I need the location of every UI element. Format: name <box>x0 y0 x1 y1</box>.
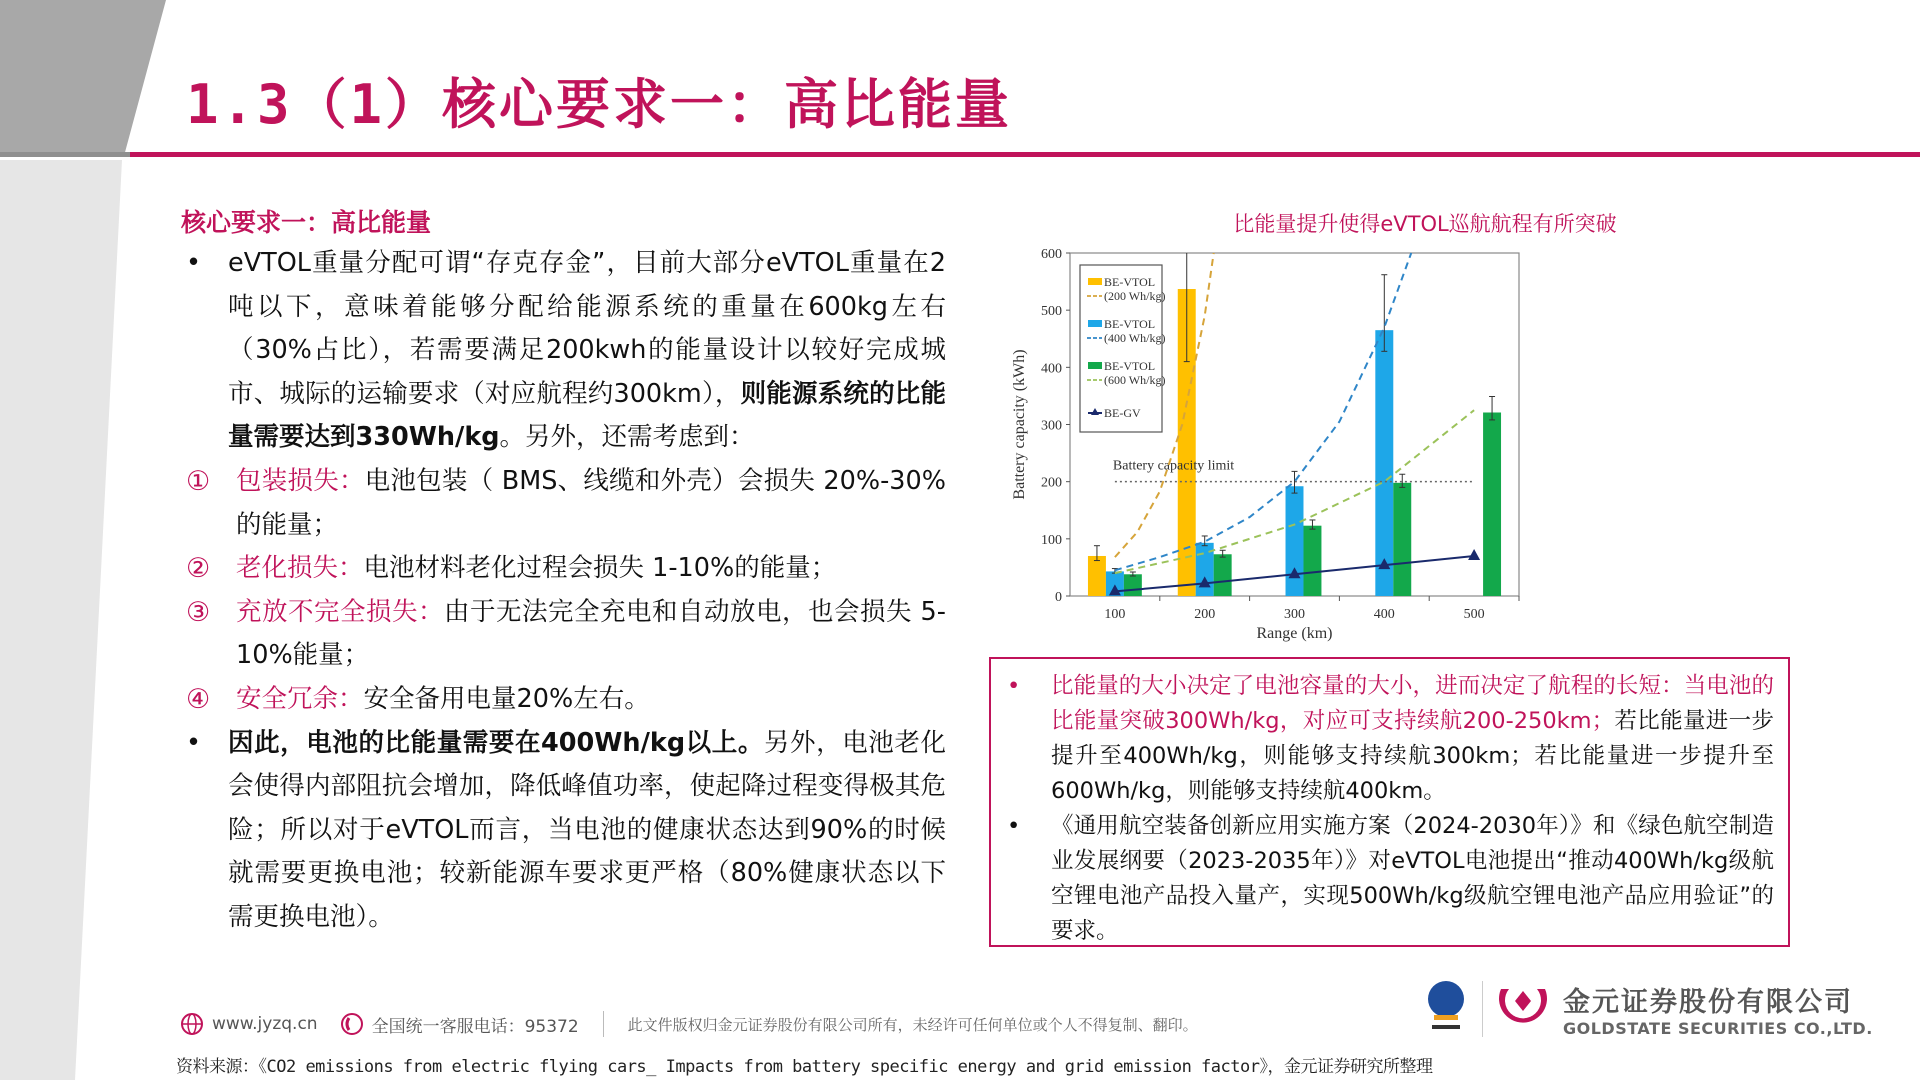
legend-swatch <box>1088 320 1102 327</box>
legend-swatch <box>1088 278 1102 285</box>
bar-blue <box>1286 486 1304 596</box>
header-rule-gray <box>0 152 130 157</box>
legend-label: BE-VTOL <box>1104 275 1156 289</box>
conclusion-box <box>989 657 1790 947</box>
y-axis-label: Battery capacity (kWh) <box>1011 349 1028 500</box>
text: 。另外，还需考虑到： <box>499 422 755 453</box>
bold-text: 则能源系统的比能量需要达到330Wh/kg <box>228 378 946 453</box>
copyright-notice: 此文件版权归金元证券股份有限公司所有，未经许可任何单位或个人不得复制、翻印。 <box>627 1015 1198 1034</box>
box-bullet <box>1007 809 1774 949</box>
y-tick-label: 500 <box>1041 304 1062 320</box>
capital-airports-logo-icon <box>1420 979 1472 1039</box>
text: 《通用航空装备创新应用实施方案（2024-2030年）》和《绿色航空制造业发展纲要（2023-2035年）》对eVTOL电池提出“推动400Wh/kg级航空锂电池产品投入量产，实现500Wh/kg级航空锂电池产品应用验证”的要求。 <box>1051 813 1774 944</box>
legend-swatch <box>1088 362 1102 369</box>
x-tick-label: 400 <box>1373 607 1395 622</box>
legend-label: BE-GV <box>1104 406 1141 420</box>
goldstate-logo-icon <box>1493 979 1553 1039</box>
divider <box>603 1011 604 1037</box>
website-link[interactable]: www.jyzq.cn <box>212 1014 318 1034</box>
item-number: ② <box>186 553 211 585</box>
text: 另外，电池老化会使得内部阻抗会增加，降低峰值功率，使起降过程变得极其危险；所以对于eVTOL而言，当电池的健康状态达到90%的时候就需要更换电池；较新能源车要求更严格（80%健康状态以下需更换电池）。 <box>228 727 946 932</box>
divider <box>1482 981 1483 1037</box>
bullet-mark: • <box>186 248 202 278</box>
bar-green <box>1393 483 1411 596</box>
header-rule <box>130 152 1920 157</box>
x-axis-label: Range (km) <box>1256 625 1333 642</box>
bullet-mark: • <box>1007 673 1021 699</box>
item-text: 由于无法完全充电和自动放电，也会损失 5-10%能量； <box>236 596 946 671</box>
text: eVTOL重量分配可谓“存克存金”，目前大部分eVTOL重量在2吨以下，意味着能够分配给能源系统的重量在600kg左右（30%占比），若需要满足200kwh的能量设计以较好完成城市、城际的运输要求（对应航程约300km）， <box>228 248 946 409</box>
y-tick-label: 400 <box>1041 361 1062 377</box>
bar-green <box>1124 574 1142 596</box>
page-title: 1.3（1）核心要求一：高比能量 <box>186 73 1013 136</box>
y-tick-label: 600 <box>1041 247 1062 262</box>
phone-icon <box>340 1012 364 1036</box>
company-logos <box>1420 978 1873 1040</box>
bar-green <box>1214 554 1232 596</box>
header-corner <box>0 0 170 156</box>
y-tick-label: 300 <box>1041 418 1062 434</box>
bold-text: 因此，电池的比能量需要在400Wh/kg以上。 <box>228 727 764 758</box>
item-label: 充放不完全损失： <box>236 596 444 627</box>
item-number: ④ <box>186 683 211 715</box>
source-note: 资料来源：《CO2 emissions from electric flying cars_ Impacts from battery specific energy and grid emission factor》，金元证券研究所整理 <box>176 1057 1433 1077</box>
numbered-item <box>186 460 946 547</box>
box-bullet <box>1007 669 1774 809</box>
item-label: 老化损失： <box>236 553 364 584</box>
x-tick-label: 100 <box>1104 607 1126 622</box>
legend-label: (200 Wh/kg) <box>1104 289 1166 303</box>
x-tick-label: 300 <box>1284 607 1305 622</box>
company-name-cn: 金元证券股份有限公司 <box>1563 987 1853 1018</box>
battery-capacity-chart <box>1000 240 1780 660</box>
company-name <box>1563 980 1873 1038</box>
globe-icon <box>180 1012 204 1036</box>
text: 若比能量进一步提升至400Wh/kg，则能够支持续航300km；若比能量进一步提升至600Wh/kg，则能够支持续航400km。 <box>1051 708 1774 804</box>
background-band <box>0 0 130 1080</box>
chart-title: 比能量提升使得eVTOL巡航航程有所突破 <box>1233 212 1617 236</box>
highlight-text: 比能量的大小决定了电池容量的大小，进而决定了航程的长短：当电池的比能量突破300Wh/kg，对应可支持续航200-250km； <box>1051 673 1774 734</box>
hotline: 全国统一客服电话：95372 <box>371 1016 579 1037</box>
legend-label: (400 Wh/kg) <box>1104 331 1166 345</box>
y-tick-label: 200 <box>1041 475 1062 491</box>
bar-orange <box>1088 556 1106 596</box>
numbered-item <box>186 547 946 591</box>
bar-blue <box>1375 330 1393 596</box>
item-text: 电池材料老化过程会损失 1-10%的能量； <box>363 553 837 584</box>
be-gv-point <box>1468 549 1480 560</box>
company-name-en: GOLDSTATE SECURITIES CO.,LTD. <box>1563 1019 1873 1038</box>
item-text: 安全备用电量20%左右。 <box>363 683 650 714</box>
y-tick-label: 0 <box>1055 590 1062 605</box>
y-tick-label: 100 <box>1041 532 1062 548</box>
bullet-mark: • <box>1007 813 1021 839</box>
section-subheading: 核心要求一：高比能量 <box>181 208 432 237</box>
x-tick-label: 200 <box>1194 607 1216 622</box>
numbered-item <box>186 591 946 678</box>
bar-green <box>1483 412 1501 596</box>
bullet-mark: • <box>186 727 202 758</box>
bullet-item <box>186 242 946 460</box>
legend-label: (600 Wh/kg) <box>1104 373 1166 387</box>
x-tick-label: 500 <box>1463 607 1485 622</box>
body-text <box>186 242 946 940</box>
item-number: ① <box>186 465 211 497</box>
item-text: 电池包装（ BMS、线缆和外壳）会损失 20%-30%的能量； <box>236 465 946 540</box>
item-number: ③ <box>186 596 211 628</box>
legend-label: BE-VTOL <box>1104 317 1156 331</box>
footer <box>180 1010 1198 1038</box>
item-label: 安全冗余： <box>236 683 364 714</box>
numbered-item <box>186 678 946 722</box>
bullet-item <box>186 722 946 940</box>
item-label: 包装损失： <box>236 465 365 496</box>
bar-green <box>1303 526 1321 596</box>
capacity-limit-label: Battery capacity limit <box>1112 458 1235 474</box>
legend-label: BE-VTOL <box>1104 359 1156 373</box>
